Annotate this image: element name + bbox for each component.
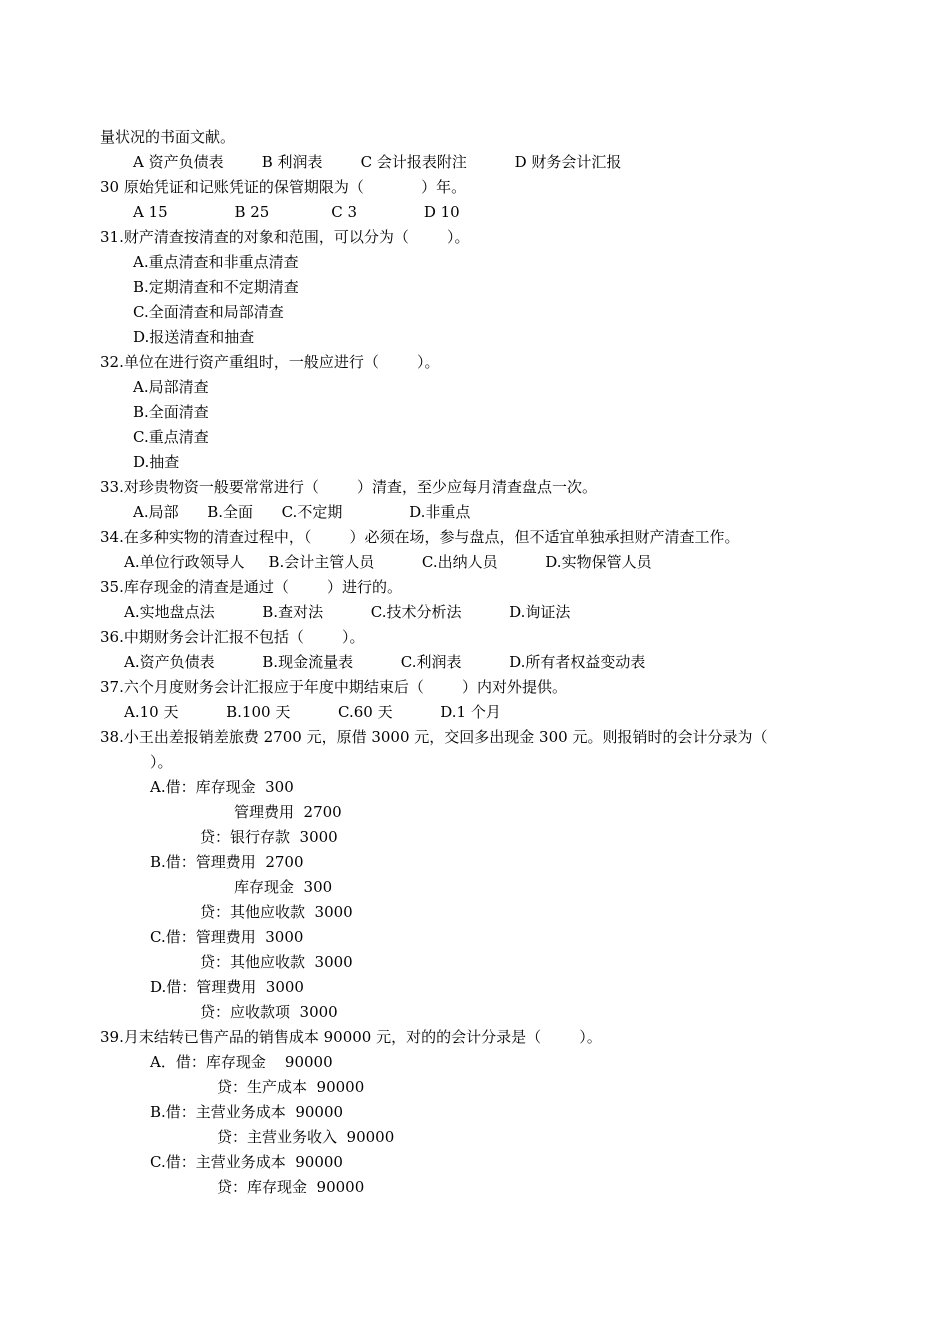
question-33: 33.对珍贵物资一般要常常进行（ ）清查，至少应每月清查盘点一次。 [100, 478, 598, 496]
journal-entry: 贷：银行存款 3000 [200, 828, 338, 846]
journal-entry: 贷：其他应收款 3000 [200, 903, 353, 921]
question-36-options: A.资产负债表 B.现金流量表 C.利润表 D.所有者权益变动表 [124, 653, 646, 671]
option: A.重点清查和非重点清查 [133, 253, 299, 271]
question-35: 35.库存现金的清查是通过（ ）进行的。 [100, 578, 403, 596]
question-32: 32.单位在进行资产重组时，一般应进行（ ）。 [100, 353, 440, 371]
option: B.全面清查 [133, 403, 209, 421]
journal-entry: B.借：主营业务成本 90000 [150, 1103, 344, 1121]
text-line: A 资产负债表 B 利润表 C 会计报表附注 D 财务会计汇报 [133, 153, 622, 171]
question-36: 36.中期财务会计汇报不包括（ ）。 [100, 628, 365, 646]
journal-entry: 贷：生产成本 90000 [217, 1078, 365, 1096]
option: C.重点清查 [133, 428, 209, 446]
journal-entry: 管理费用 2700 [234, 803, 342, 821]
option: D.抽查 [133, 453, 180, 471]
journal-entry: C.借：管理费用 3000 [150, 928, 304, 946]
journal-entry: 贷：应收款项 3000 [200, 1003, 338, 1021]
journal-entry: B.借：管理费用 2700 [150, 853, 304, 871]
question-30: 30 原始凭证和记账凭证的保管期限为（ ）年。 [100, 178, 467, 196]
journal-entry: 贷：主营业务收入 90000 [217, 1128, 395, 1146]
question-33-options: A.局部 B.全面 C.不定期 D.非重点 [133, 503, 471, 521]
question-34: 34.在多种实物的清查过程中，（ ）必须在场，参与盘点，但不适宜单独承担财产清查工作。 [100, 528, 740, 546]
question-37-options: A.10 天 B.100 天 C.60 天 D.1 个月 [124, 703, 501, 721]
option: A.局部清查 [133, 378, 209, 396]
option: D.报送清查和抽查 [133, 328, 255, 346]
option: C.全面清查和局部清查 [133, 303, 284, 321]
question-35-options: A.实地盘点法 B.查对法 C.技术分析法 D.询证法 [124, 603, 571, 621]
journal-entry: 贷：其他应收款 3000 [200, 953, 353, 971]
journal-entry: D.借：管理费用 3000 [150, 978, 304, 996]
option: B.定期清查和不定期清查 [133, 278, 299, 296]
journal-entry: A．借：库存现金 90000 [150, 1053, 333, 1071]
journal-entry: A.借：库存现金 300 [150, 778, 294, 796]
question-31: 31.财产清查按清查的对象和范围，可以分为（ ）。 [100, 228, 470, 246]
question-30-options: A 15 B 25 C 3 D 10 [133, 203, 460, 221]
question-34-options: A.单位行政领导人 B.会计主管人员 C.出纳人员 D.实物保管人员 [124, 553, 652, 571]
journal-entry: 库存现金 300 [234, 878, 333, 896]
journal-entry: C.借：主营业务成本 90000 [150, 1153, 343, 1171]
question-39: 39.月末结转已售产品的销售成本 90000 元，对的的会计分录是（ ）。 [100, 1028, 602, 1046]
text-line: 量状况的书面文献。 [100, 128, 236, 146]
question-38: 38.小王出差报销差旅费 2700 元，原借 3000 元，交回多出现金 300 元。则报销时的会计分录为（ [100, 728, 768, 746]
question-37: 37.六个月度财务会计汇报应于年度中期结束后（ ）内对外提供。 [100, 678, 568, 696]
journal-entry: 贷：库存现金 90000 [217, 1178, 365, 1196]
question-38-continuation: ）。 [150, 753, 173, 771]
